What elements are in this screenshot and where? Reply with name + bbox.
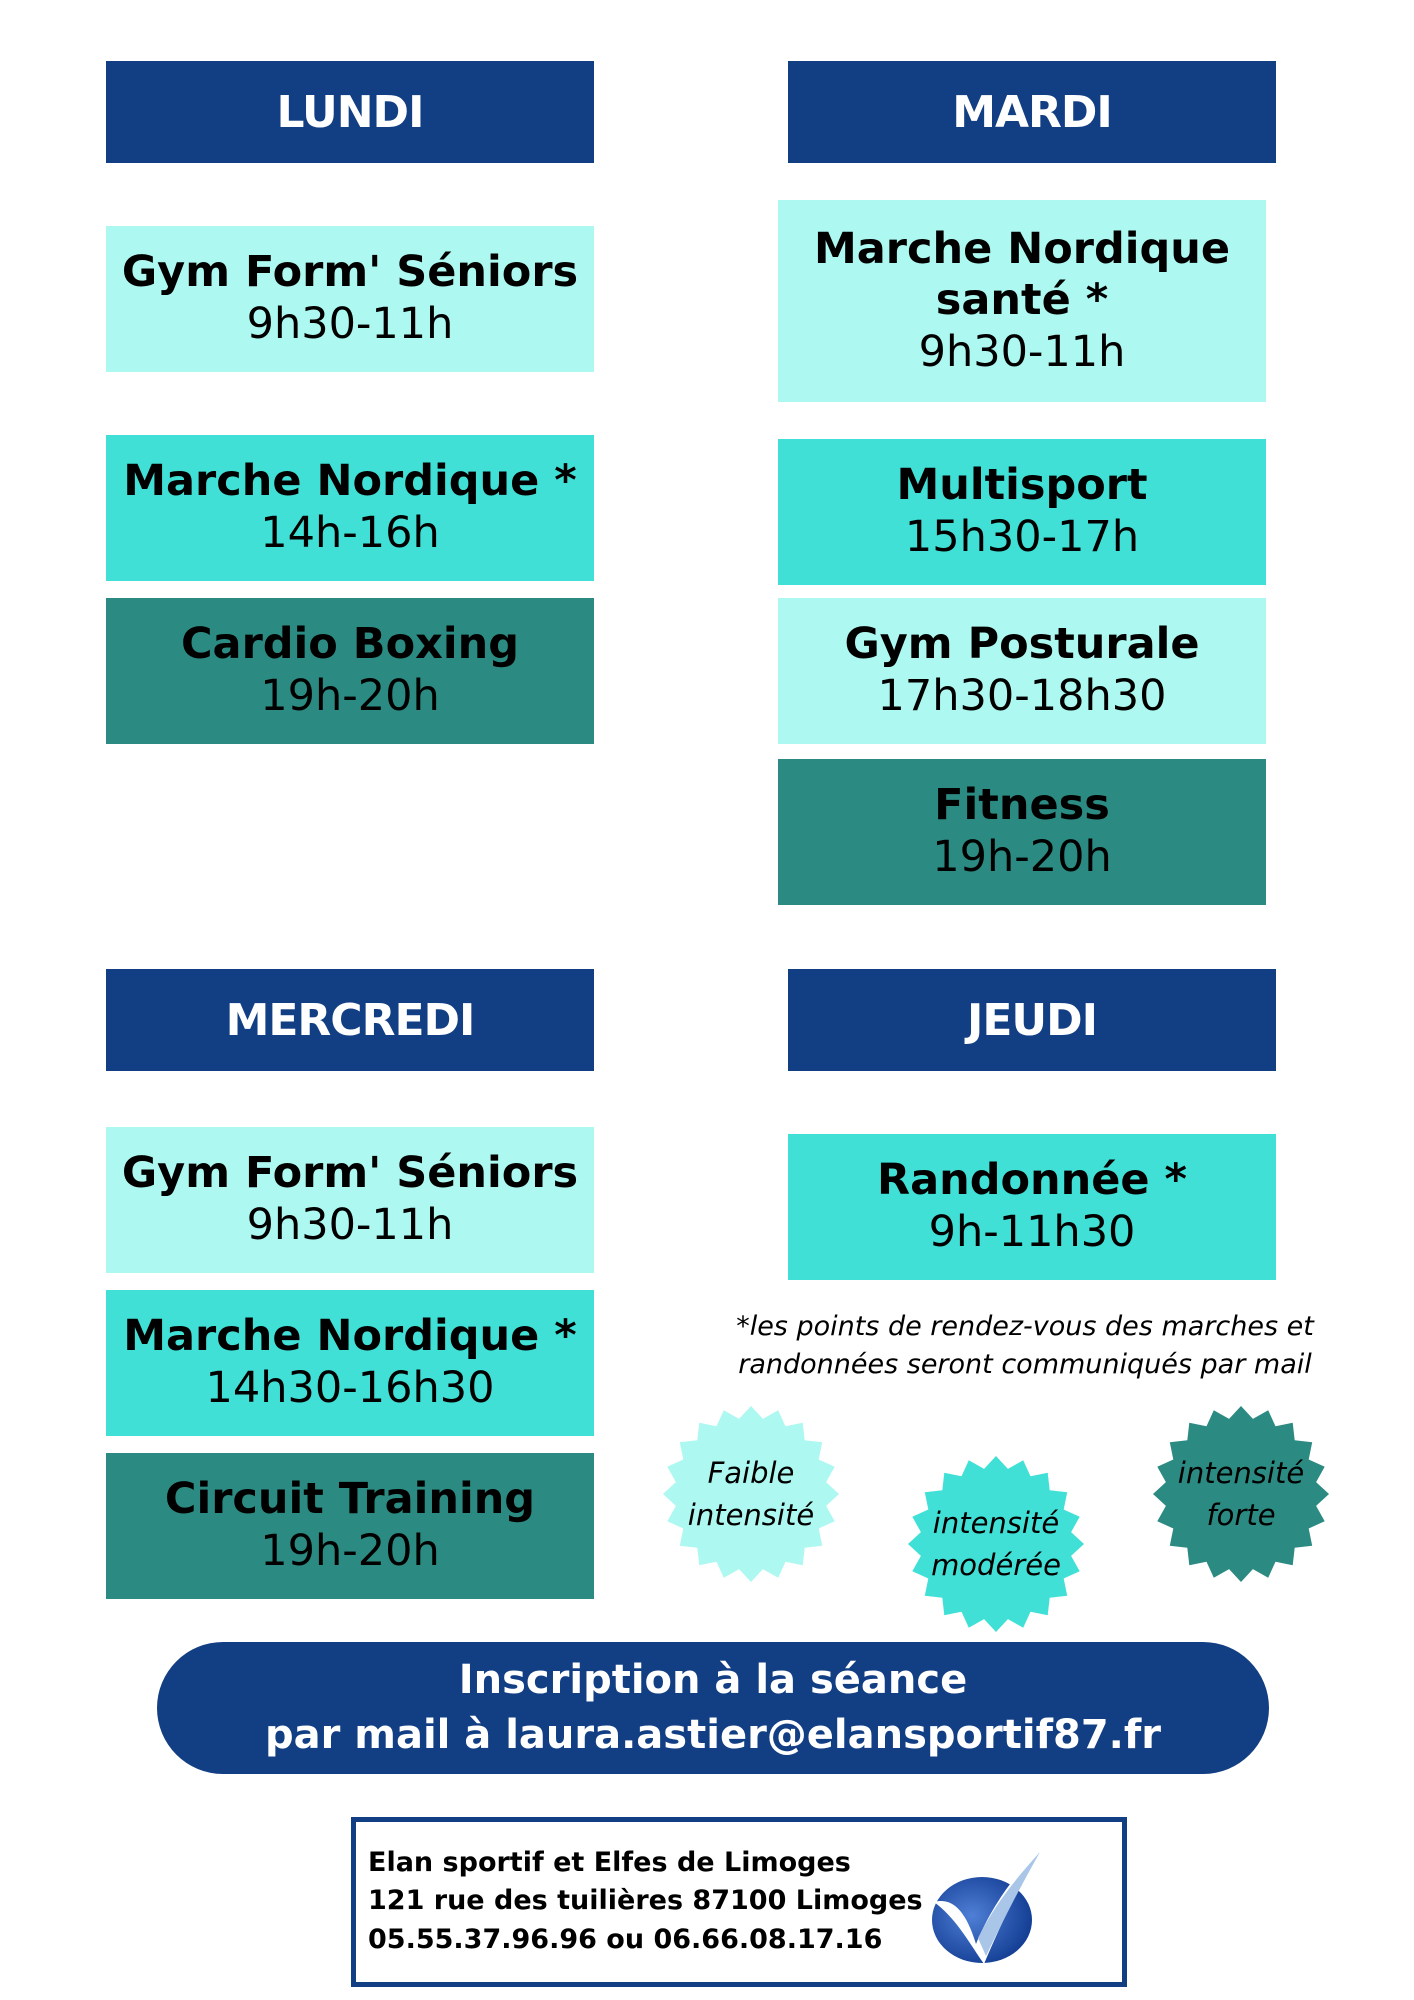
session-name: Randonnée * [876, 1155, 1188, 1206]
day-header-mercredi [106, 969, 594, 1071]
session-name: Cardio Boxing [181, 619, 519, 670]
session-name: Gym Form' Séniors [121, 1148, 579, 1199]
legend-label: Faible [707, 1455, 795, 1490]
club-address: 121 rue des tuilières 87100 Limoges [368, 1885, 923, 1917]
session-time: 19h-20h [260, 1526, 440, 1576]
session-name: Circuit Training [164, 1474, 536, 1525]
legend-label: intensité [1177, 1455, 1305, 1490]
session-time: 9h-11h30 [928, 1207, 1136, 1257]
session-time: 14h30-16h30 [205, 1363, 495, 1413]
registration-line: Inscription à la séance [458, 1656, 968, 1703]
day-header-lundi [106, 61, 594, 163]
day-title: MARDI [952, 86, 1112, 138]
day-title: JEUDI [966, 994, 1098, 1046]
day-title: LUNDI [276, 86, 424, 138]
registration-email[interactable]: par mail à laura.astier@elansportif87.fr [265, 1712, 1161, 1758]
checkmark-swoosh-logo-icon [916, 1832, 1056, 1977]
meeting-points-note [700, 1308, 1350, 1385]
session-name: Gym Form' Séniors [121, 247, 579, 298]
session-name: Marche Nordique * [123, 1311, 577, 1362]
legend-label: intensité [687, 1498, 815, 1532]
session-card-lundi-cardio [106, 598, 594, 744]
session-time: 9h30-11h [918, 326, 1126, 377]
legend-label: forte [1206, 1498, 1276, 1532]
legend-label: intensité [932, 1505, 1060, 1540]
session-card-mercredi-gym [106, 1127, 594, 1273]
session-card-lundi-gym [106, 226, 594, 372]
session-card-jeudi-randonnee [788, 1134, 1276, 1280]
session-time: 19h-20h [260, 671, 440, 721]
session-name-line2: santé * [935, 275, 1109, 326]
legend-label: modérée [931, 1548, 1061, 1582]
session-card-mardi-gym-posturale [778, 598, 1266, 744]
day-title: MERCREDI [225, 994, 475, 1046]
session-time: 17h30-18h30 [877, 671, 1167, 721]
session-card-mardi-fitness [778, 759, 1266, 905]
session-card-mardi-marche-sante [778, 200, 1266, 402]
session-card-mercredi-marche [106, 1290, 594, 1436]
session-time: 9h30-11h [246, 299, 454, 349]
club-name: Elan sportif et Elfes de Limoges [368, 1847, 851, 1878]
session-time: 9h30-11h [246, 1200, 454, 1250]
club-phones: 05.55.37.96.96 ou 06.66.08.17.16 [368, 1923, 883, 1955]
session-name: Marche Nordique * [123, 456, 577, 507]
session-card-mercredi-circuit [106, 1453, 594, 1599]
contact-box [351, 1817, 1127, 1987]
session-name-line1: Marche Nordique [813, 223, 1231, 274]
session-card-mardi-multisport [778, 439, 1266, 585]
registration-banner [157, 1642, 1269, 1774]
note-line: randonnées seront communiqués par mail [738, 1349, 1312, 1381]
note-line: *les points de rendez-vous des marches et [736, 1311, 1314, 1342]
session-name: Fitness [934, 780, 1110, 831]
day-header-mardi [788, 61, 1276, 163]
legend-badge-forte [1151, 1404, 1331, 1584]
legend-badge-moderee [906, 1454, 1086, 1634]
session-card-lundi-marche [106, 435, 594, 581]
session-time: 15h30-17h [904, 512, 1140, 562]
session-time: 19h-20h [932, 832, 1112, 882]
session-name: Multisport [896, 460, 1148, 511]
session-name: Gym Posturale [844, 619, 1200, 670]
legend-badge-faible [661, 1404, 841, 1584]
session-time: 14h-16h [260, 508, 440, 558]
day-header-jeudi [788, 969, 1276, 1071]
